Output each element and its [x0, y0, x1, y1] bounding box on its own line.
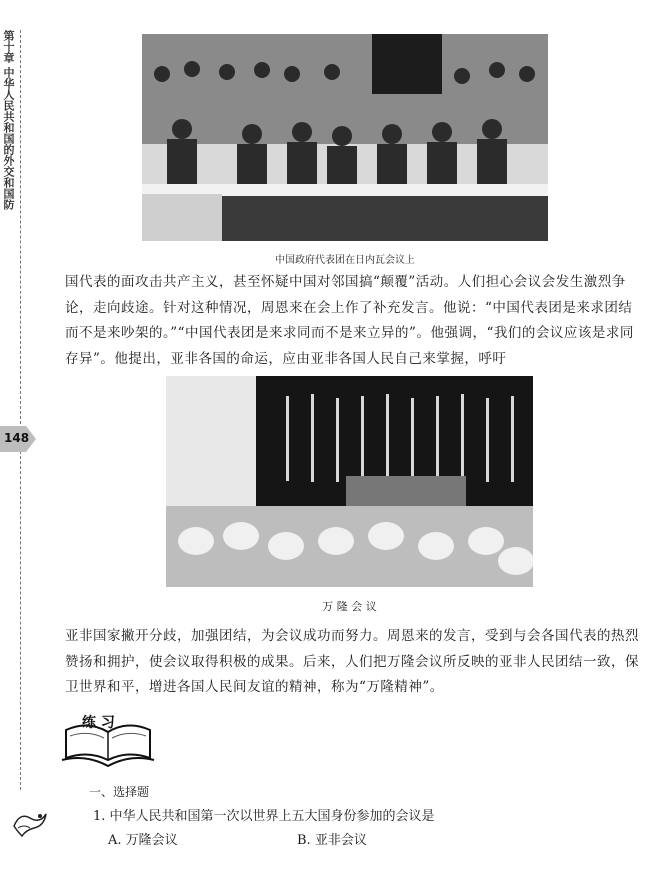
page-number-tab — [0, 426, 36, 452]
chapter-side-label — [2, 30, 16, 210]
bandung-photo-illustration — [166, 376, 533, 587]
geneva-photo-illustration — [142, 34, 548, 241]
section-title: 一、选择题 — [89, 785, 150, 799]
option-a: A. 万隆会议 — [108, 833, 178, 848]
body-paragraph-2 — [65, 624, 640, 701]
bandung-conference-photo — [166, 376, 533, 587]
side-divider — [20, 30, 22, 790]
chapter-side-text: 第十章 中华人民共和国的外交和国防 — [2, 30, 15, 210]
figure-caption-bandung: 万 隆 会 议 — [322, 600, 377, 613]
paragraph-text: 国代表的面攻击共产主义，甚至怀疑中国对邻国搞“颠覆”活动。人们担心会议会发生激烈争论，走向歧途。针对这种情况，周恩来在会上作了补充发言。他说：“中国代表团是来求团结而不是来吵架的。”“中国代表团是来求同而不是来立异的”。他强调，“我们的会议应该是求同存异”。他提出，亚非各国的命运，应由亚非各国人民自己来掌握，呼吁 — [65, 274, 634, 367]
option-b: B. 亚非会议 — [297, 833, 367, 848]
question-1: 1. 中华人民共和国第一次以世界上五大国身份参加的会议是 — [93, 809, 435, 824]
paragraph-text: 亚非国家撇开分歧，加强团结，为会议成功而努力。周恩来的发言，受到与会各国代表的热烈赞扬和拥护，使会议取得积极的成果。后来，人们把万隆会议所反映的亚非人民团结一致，保卫世界和平，增进各国人民间友谊的精神，称为“万隆精神”。 — [65, 628, 639, 695]
geneva-conference-photo — [142, 34, 548, 241]
page-number: 148 — [4, 431, 30, 445]
dragon-decoration-icon — [10, 806, 50, 842]
body-paragraph-1 — [65, 270, 640, 372]
figure-caption-geneva: 中国政府代表团在日内瓦会议上 — [275, 255, 415, 266]
exercise-logo — [58, 710, 158, 770]
exercise-logo-label: 练 习 — [82, 715, 115, 731]
